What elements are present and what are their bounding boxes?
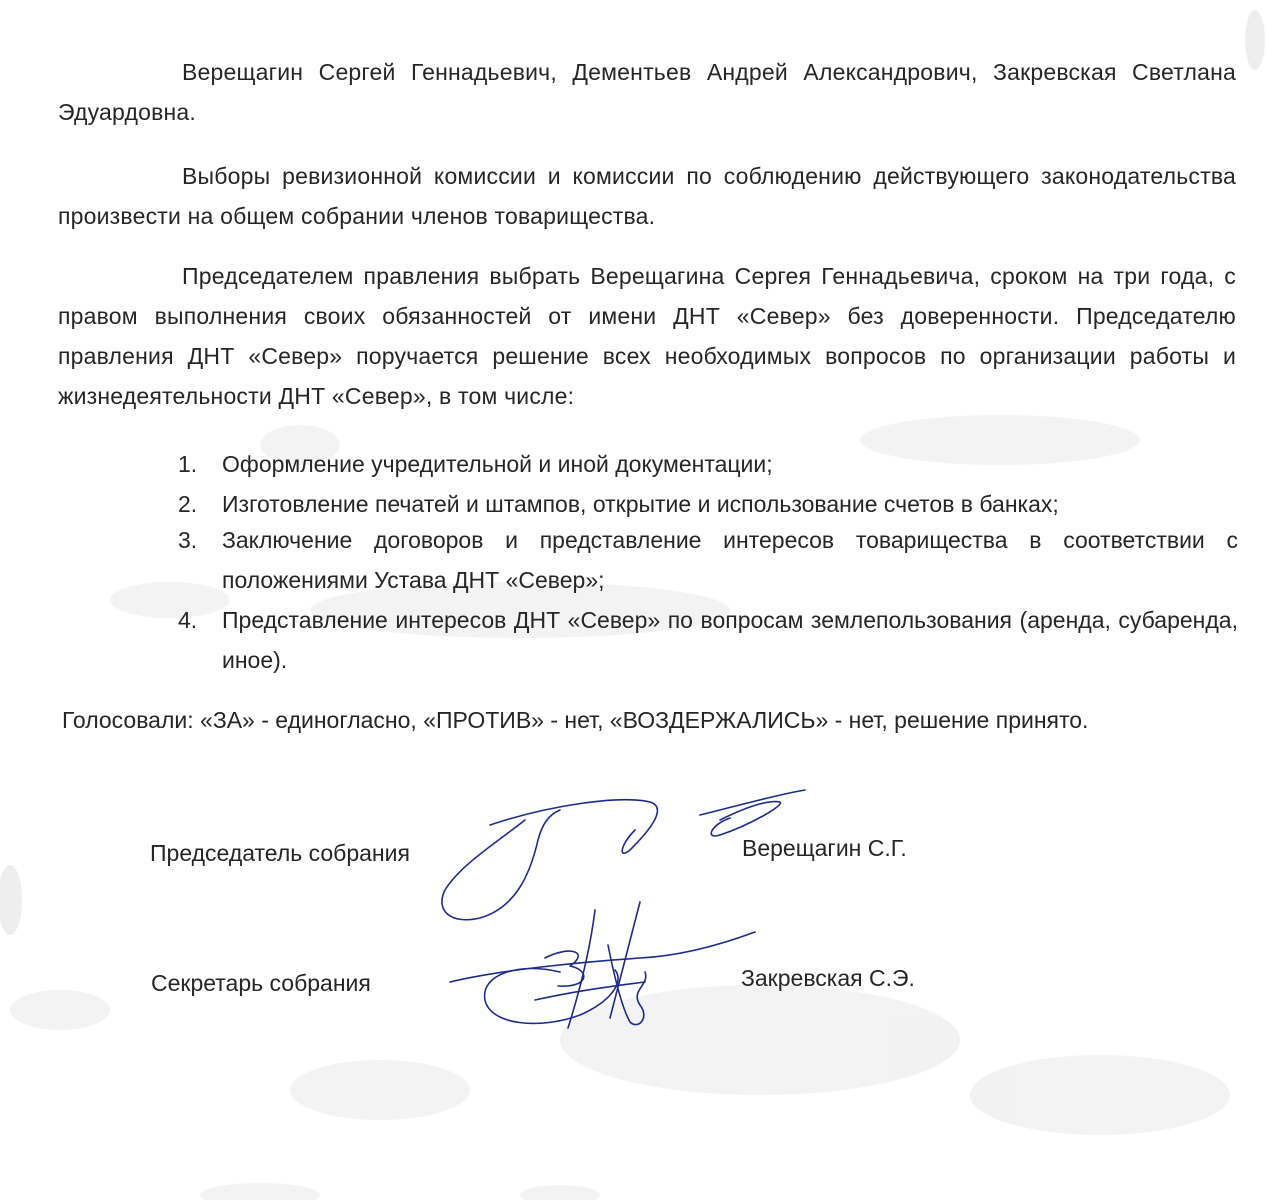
list-item-text: Заключение договоров и представление интересов товарищества в соответствии с положениями Устава ДНТ «Север»; <box>222 527 1238 593</box>
list-item-text: Изготовление печатей и штампов, открытие и использование счетов в банках; <box>222 491 1059 517</box>
vote-result: Голосовали: «ЗА» - единогласно, «ПРОТИВ» - нет, «ВОЗДЕРЖАЛИСЬ» - нет, решение принято. <box>62 707 1089 733</box>
secretary-name: Закревская С.Э. <box>741 965 915 991</box>
paragraph-chairman-election: Председателем правления выбрать Верещагина Сергея Геннадьевича, сроком на три года, с правом выполнения своих обязанностей от имени ДНТ «Север» без доверенности. Председателю правления ДНТ «Север» поручается решение всех необходимых вопросов по организации работы и жизнедеятельности ДНТ «Север», в том числе: <box>58 263 1236 409</box>
list-item-number: 3. <box>178 527 198 553</box>
list-item <box>178 520 1238 600</box>
list-item-text: Представление интересов ДНТ «Север» по вопросам землепользования (аренда, субаренда, иное). <box>222 607 1238 673</box>
paragraph-commission-members: Верещагин Сергей Геннадьевич, Дементьев Андрей Александрович, Закревская Светлана Эдуардовна. <box>58 59 1236 125</box>
secretary-label: Секретарь собрания <box>151 970 371 996</box>
list-item-number: 1. <box>178 451 198 477</box>
chairman-label: Председатель собрания <box>150 840 410 866</box>
paragraph-elections: Выборы ревизионной комиссии и комиссии по соблюдению действующего законодательства произвести на общем собрании членов товарищества. <box>58 163 1236 229</box>
secretary-signature <box>440 890 770 1040</box>
list-item-text: Оформление учредительной и иной документации; <box>222 451 773 477</box>
list-item <box>178 444 1238 484</box>
list-item <box>178 600 1238 680</box>
chairman-name: Верещагин С.Г. <box>742 835 907 861</box>
list-item-number: 2. <box>178 491 198 517</box>
list-item <box>178 484 1238 524</box>
list-item-number: 4. <box>178 607 198 633</box>
